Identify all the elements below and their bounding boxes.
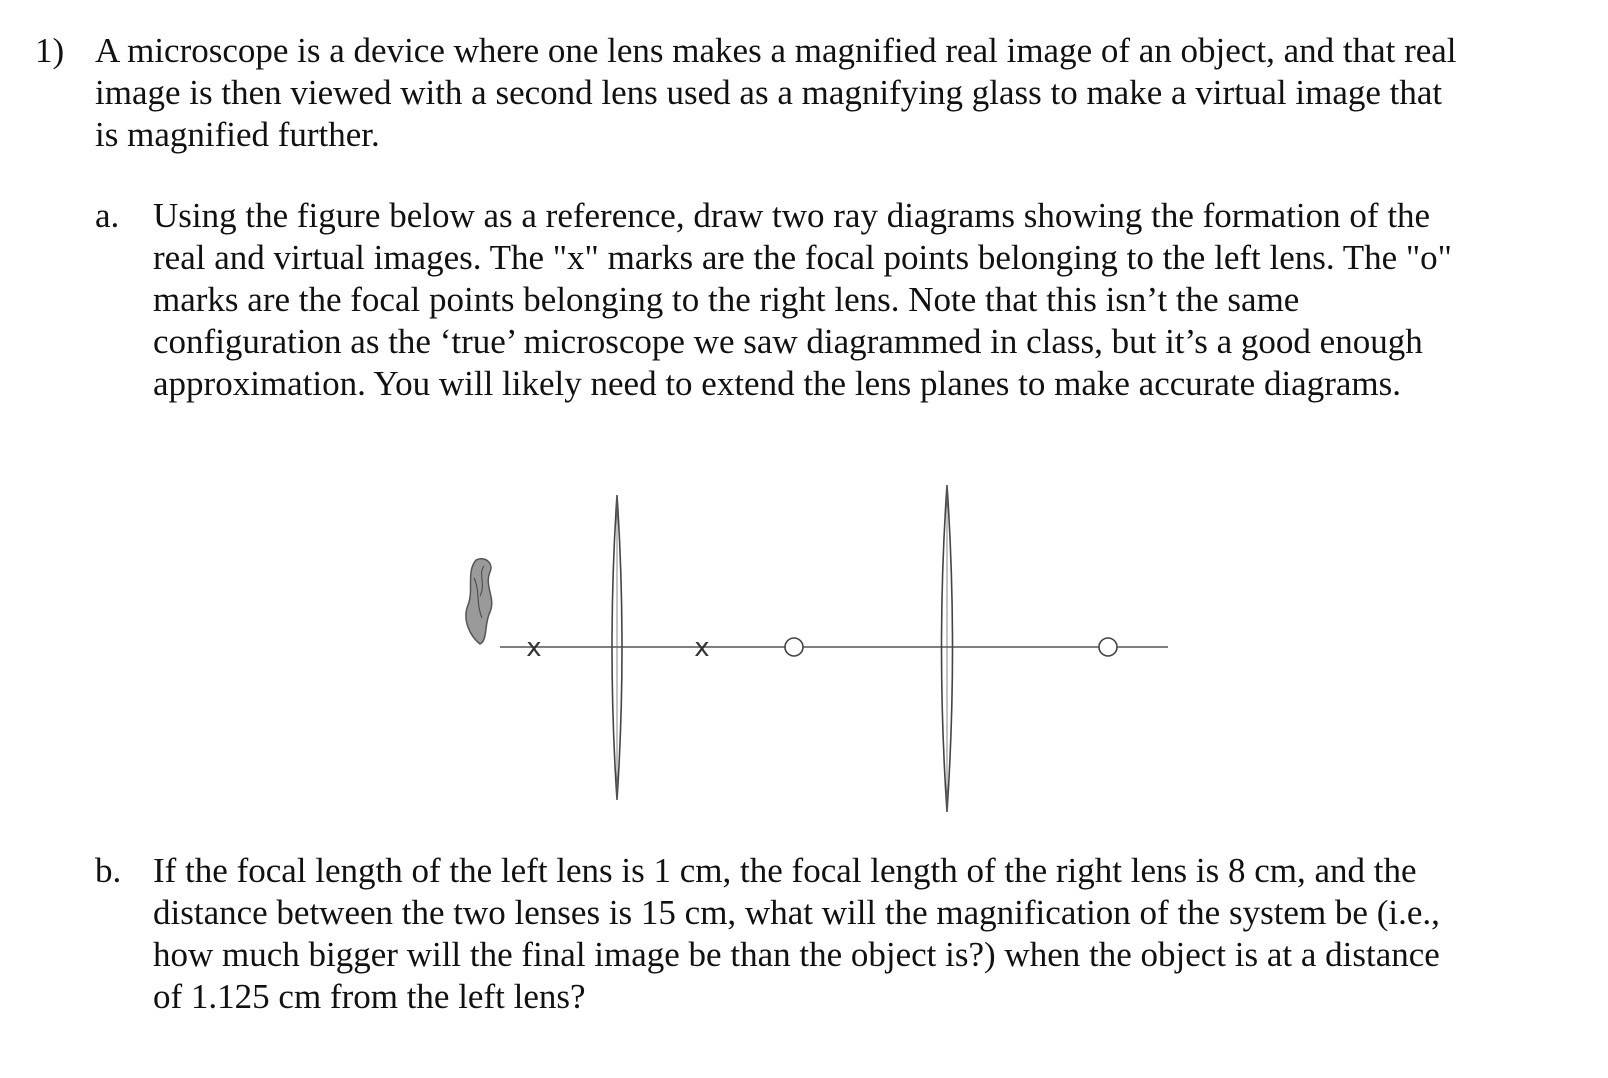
part-a-line: real and virtual images. The "x" marks are the focal points belonging to the left lens. The "o" (153, 238, 1452, 277)
part-a-line: Using the figure below as a reference, draw two ray diagrams showing the formation of the (153, 196, 1431, 235)
part-a-line: configuration as the ‘true’ microscope we saw diagrammed in class, but it’s a good enough (153, 322, 1423, 361)
right-focal-mark-inner (785, 638, 803, 656)
left-focal-mark-inner: x (694, 633, 710, 663)
part-b-label: b. (95, 851, 122, 890)
part-a-line: marks are the focal points belonging to the right lens. Note that this isn’t the same (153, 280, 1300, 319)
part-b-line: how much bigger will the final image be than the object is?) when the object is at a distance (153, 935, 1440, 974)
question-number: 1) (35, 31, 65, 70)
specimen-object (466, 559, 492, 644)
part-b-line: If the focal length of the left lens is 1 cm, the focal length of the right lens is 8 cm, and the (153, 851, 1417, 890)
intro-line: image is then viewed with a second lens used as a magnifying glass to make a virtual image that (95, 73, 1443, 112)
left-focal-mark-outer: x (526, 633, 542, 663)
right-focal-mark-outer (1099, 638, 1117, 656)
part-b-line: of 1.125 cm from the left lens? (153, 977, 586, 1016)
intro-line: A microscope is a device where one lens makes a magnified real image of an object, and that real (95, 31, 1457, 70)
part-b-line: distance between the two lenses is 15 cm, what will the magnification of the system be (i.e., (153, 893, 1440, 932)
part-a-line: approximation. You will likely need to extend the lens planes to make accurate diagrams. (153, 364, 1402, 403)
part-b-text (153, 850, 1593, 1018)
intro-line: is magnified further. (95, 115, 380, 154)
part-a-label: a. (95, 196, 120, 235)
